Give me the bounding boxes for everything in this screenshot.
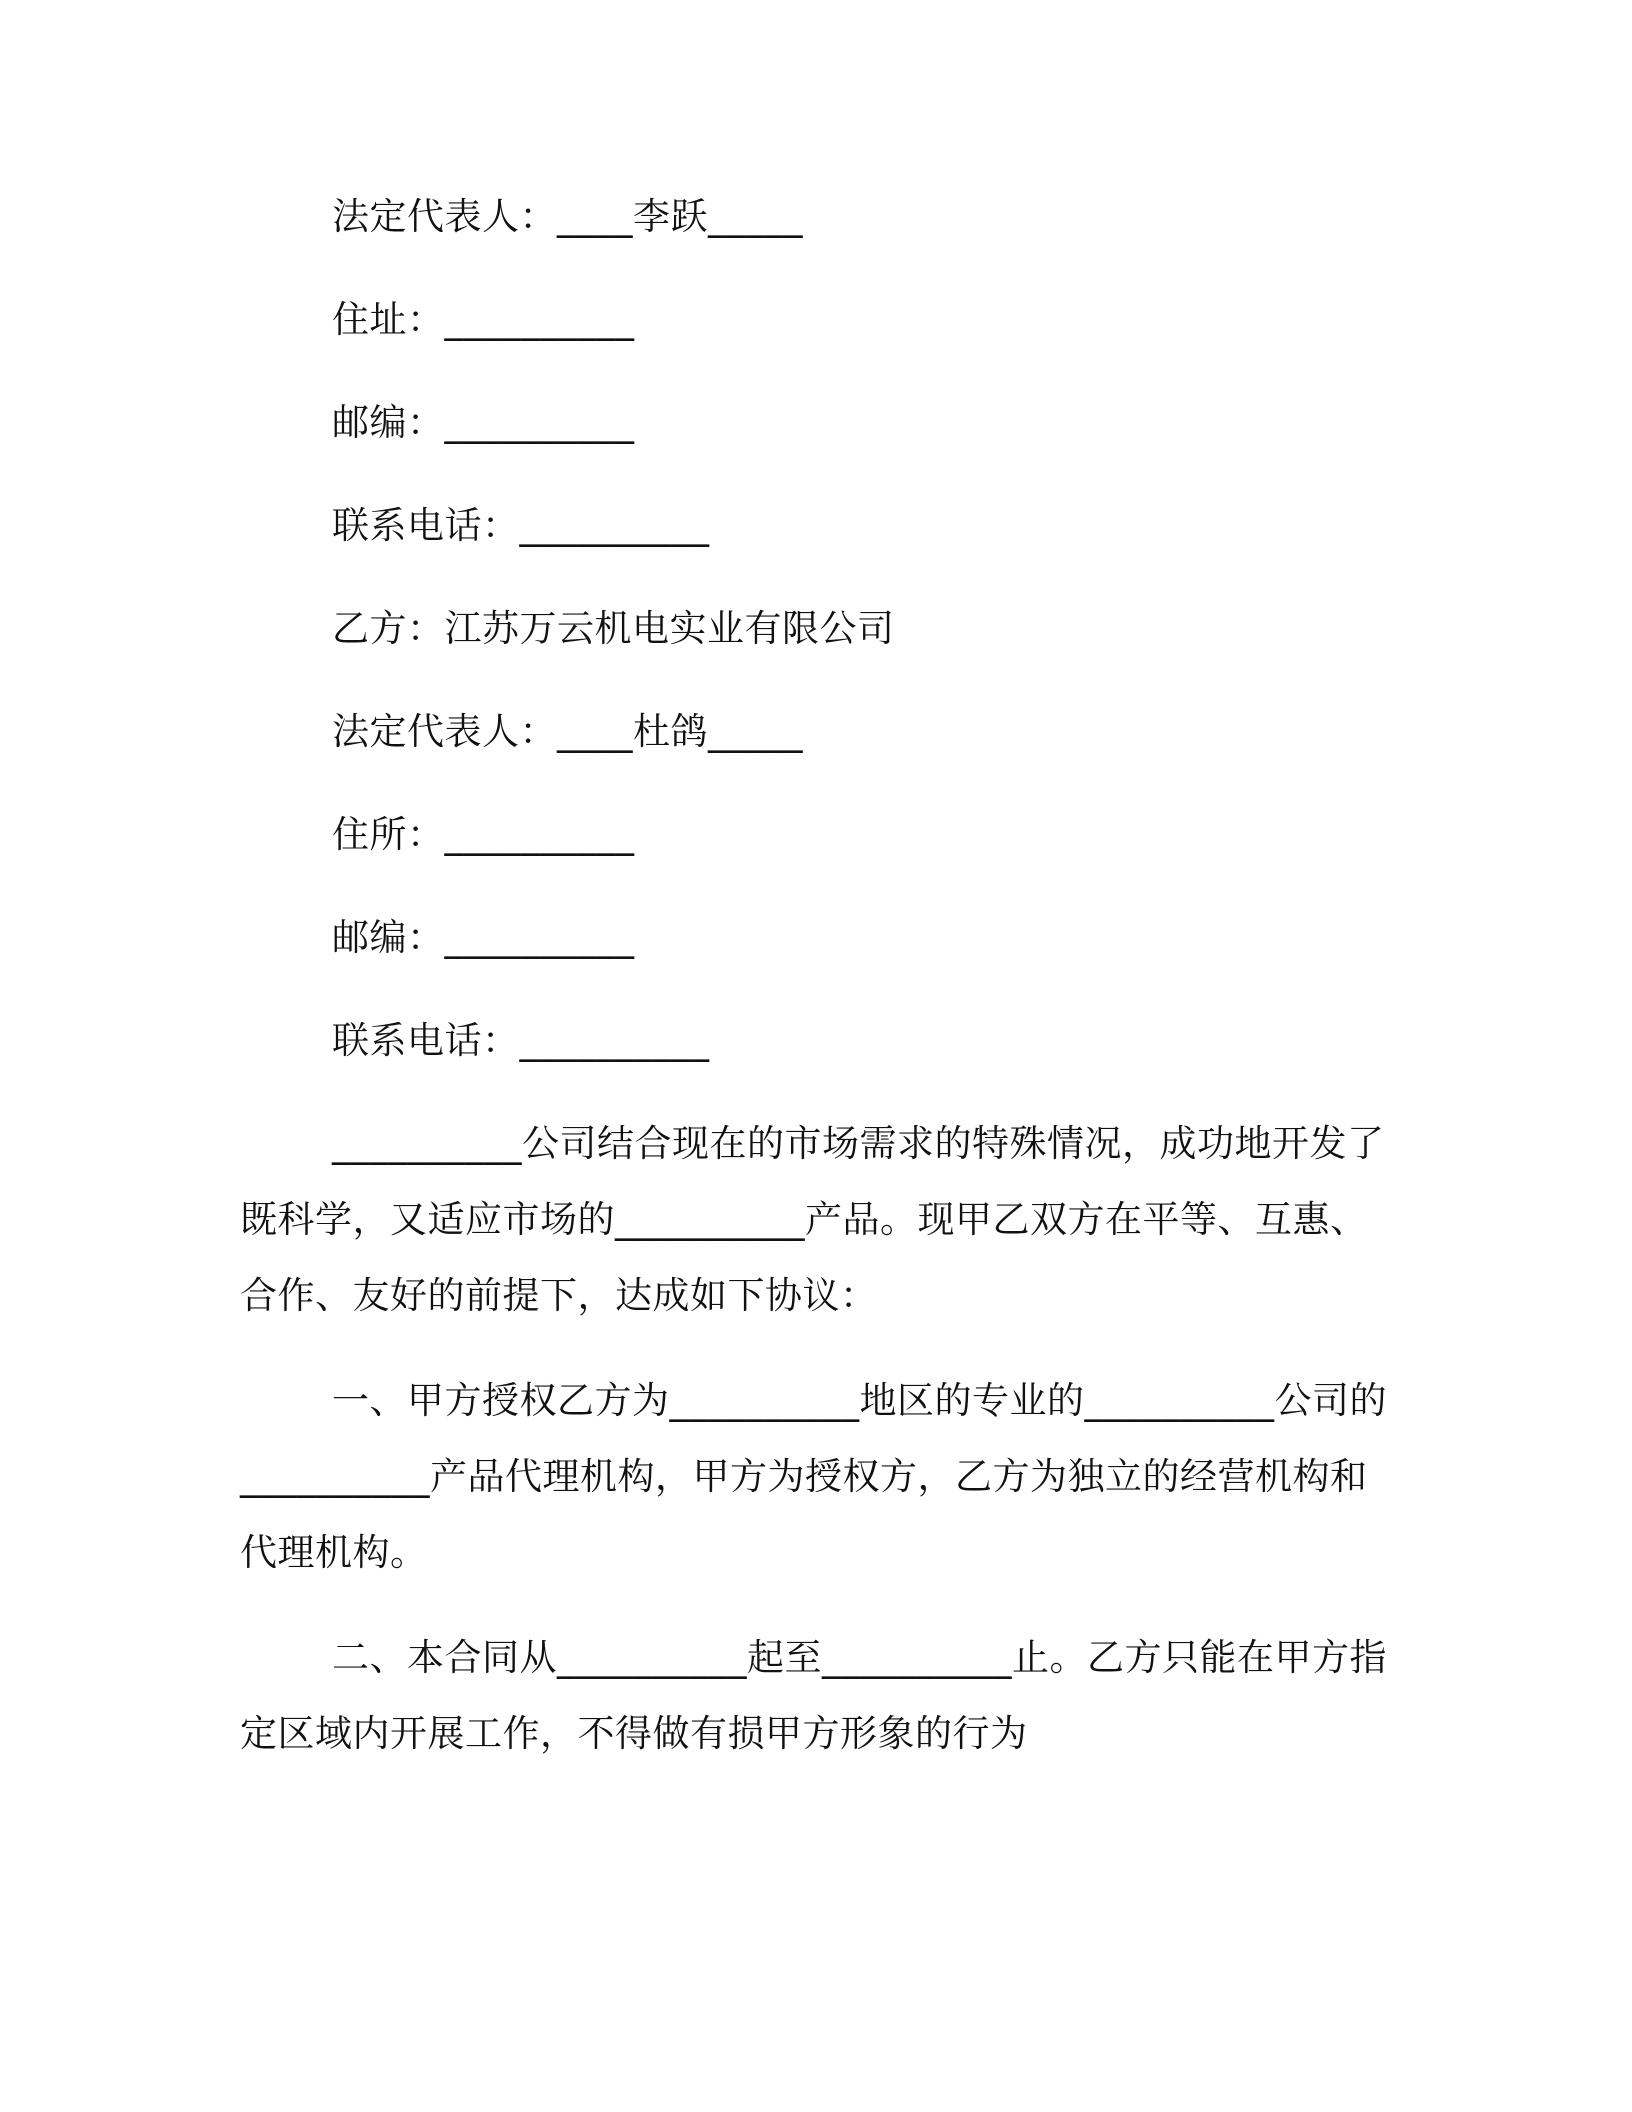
preamble-line-2: 既科学，又适应市场的__________产品。现甲乙双方在平等、互惠、 [240, 1198, 1368, 1241]
party-a-phone: 联系电话：__________ [332, 504, 710, 547]
preamble-line-1: __________公司结合现在的市场需求的特殊情况，成功地开发了 [332, 1122, 1385, 1165]
clause-1-line-3: 代理机构。 [240, 1531, 428, 1574]
clause-1-line-2: __________产品代理机构，甲方为授权方，乙方为独立的经营机构和 [240, 1455, 1368, 1498]
party-b-representative: 法定代表人：____杜鸽_____ [332, 710, 803, 753]
clause-1-line-1: 一、甲方授权乙方为__________地区的专业的__________公司的 [332, 1379, 1387, 1422]
party-b-address: 住所：__________ [332, 813, 635, 856]
party-a-representative: 法定代表人：____李跃_____ [332, 195, 803, 238]
party-a-address: 住址：__________ [332, 298, 635, 341]
preamble-line-3: 合作、友好的前提下，达成如下协议： [240, 1274, 878, 1317]
party-b-postcode: 邮编：__________ [332, 916, 635, 959]
clause-2-line-1: 二、本合同从__________起至__________止。乙方只能在甲方指 [332, 1636, 1387, 1679]
party-b-name: 乙方：江苏万云机电实业有限公司 [332, 607, 895, 650]
party-b-phone: 联系电话：__________ [332, 1019, 710, 1062]
clause-2-line-2: 定区域内开展工作，不得做有损甲方形象的行为 [240, 1712, 1028, 1755]
party-a-postcode: 邮编：__________ [332, 401, 635, 444]
